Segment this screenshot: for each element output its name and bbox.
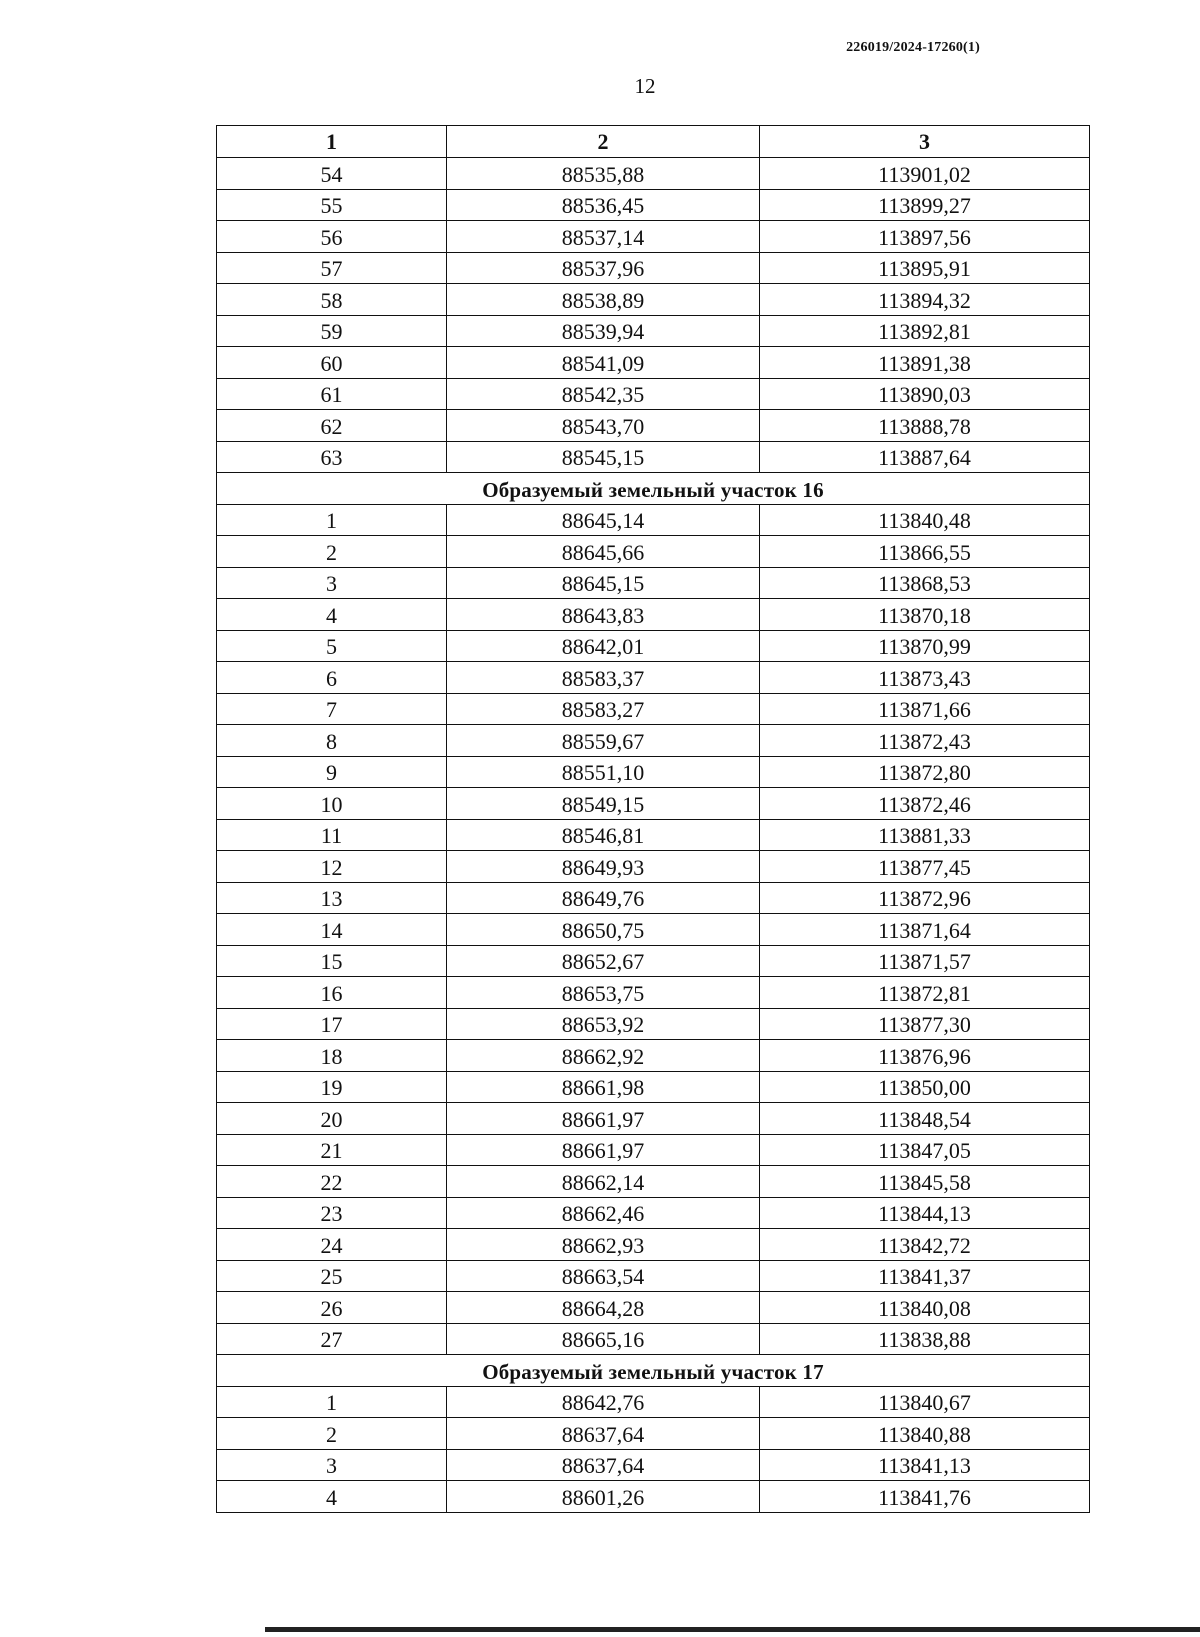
x-coordinate-cell: 88537,96 xyxy=(447,252,760,284)
table-row xyxy=(217,819,1090,851)
y-coordinate-cell: 113841,37 xyxy=(760,1260,1090,1292)
x-coordinate-cell: 88661,97 xyxy=(447,1103,760,1135)
point-number-cell: 5 xyxy=(217,630,447,662)
x-coordinate-cell: 88663,54 xyxy=(447,1260,760,1292)
coordinates-table xyxy=(216,125,1090,1513)
point-number-cell: 58 xyxy=(217,284,447,316)
y-coordinate-cell: 113894,32 xyxy=(760,284,1090,316)
y-coordinate-cell: 113842,72 xyxy=(760,1229,1090,1261)
y-coordinate-cell: 113844,13 xyxy=(760,1197,1090,1229)
table-row xyxy=(217,1229,1090,1261)
table-row xyxy=(217,252,1090,284)
table-row xyxy=(217,788,1090,820)
scan-edge-line xyxy=(265,1627,1200,1632)
y-coordinate-cell: 113876,96 xyxy=(760,1040,1090,1072)
y-coordinate-cell: 113888,78 xyxy=(760,410,1090,442)
table-row xyxy=(217,347,1090,379)
table-row xyxy=(217,410,1090,442)
section-row xyxy=(217,473,1090,505)
point-number-cell: 21 xyxy=(217,1134,447,1166)
header-cell-y: 3 xyxy=(760,126,1090,158)
header-cell-x: 2 xyxy=(447,126,760,158)
y-coordinate-cell: 113870,99 xyxy=(760,630,1090,662)
point-number-cell: 3 xyxy=(217,567,447,599)
x-coordinate-cell: 88649,76 xyxy=(447,882,760,914)
point-number-cell: 9 xyxy=(217,756,447,788)
table-row xyxy=(217,1292,1090,1324)
x-coordinate-cell: 88664,28 xyxy=(447,1292,760,1324)
y-coordinate-cell: 113881,33 xyxy=(760,819,1090,851)
point-number-cell: 10 xyxy=(217,788,447,820)
table-row xyxy=(217,284,1090,316)
table-row xyxy=(217,945,1090,977)
x-coordinate-cell: 88546,81 xyxy=(447,819,760,851)
table-row xyxy=(217,221,1090,253)
table-row xyxy=(217,1260,1090,1292)
x-coordinate-cell: 88543,70 xyxy=(447,410,760,442)
point-number-cell: 54 xyxy=(217,158,447,190)
y-coordinate-cell: 113841,76 xyxy=(760,1481,1090,1513)
x-coordinate-cell: 88661,98 xyxy=(447,1071,760,1103)
x-coordinate-cell: 88542,35 xyxy=(447,378,760,410)
point-number-cell: 56 xyxy=(217,221,447,253)
point-number-cell: 2 xyxy=(217,1418,447,1450)
y-coordinate-cell: 113871,64 xyxy=(760,914,1090,946)
point-number-cell: 27 xyxy=(217,1323,447,1355)
x-coordinate-cell: 88637,64 xyxy=(447,1449,760,1481)
y-coordinate-cell: 113840,08 xyxy=(760,1292,1090,1324)
point-number-cell: 1 xyxy=(217,1386,447,1418)
point-number-cell: 4 xyxy=(217,1481,447,1513)
y-coordinate-cell: 113872,46 xyxy=(760,788,1090,820)
point-number-cell: 1 xyxy=(217,504,447,536)
x-coordinate-cell: 88549,15 xyxy=(447,788,760,820)
table-row xyxy=(217,756,1090,788)
y-coordinate-cell: 113895,91 xyxy=(760,252,1090,284)
x-coordinate-cell: 88652,67 xyxy=(447,945,760,977)
point-number-cell: 15 xyxy=(217,945,447,977)
table-row xyxy=(217,315,1090,347)
table-header xyxy=(217,126,1090,158)
y-coordinate-cell: 113887,64 xyxy=(760,441,1090,473)
y-coordinate-cell: 113877,45 xyxy=(760,851,1090,883)
point-number-cell: 16 xyxy=(217,977,447,1009)
table-row xyxy=(217,914,1090,946)
section-row xyxy=(217,1355,1090,1387)
point-number-cell: 62 xyxy=(217,410,447,442)
point-number-cell: 6 xyxy=(217,662,447,694)
x-coordinate-cell: 88653,92 xyxy=(447,1008,760,1040)
section-title: Образуемый земельный участок 17 xyxy=(217,1355,1090,1387)
x-coordinate-cell: 88662,93 xyxy=(447,1229,760,1261)
x-coordinate-cell: 88545,15 xyxy=(447,441,760,473)
table-row xyxy=(217,1166,1090,1198)
table-row xyxy=(217,977,1090,1009)
table-row xyxy=(217,1134,1090,1166)
y-coordinate-cell: 113890,03 xyxy=(760,378,1090,410)
y-coordinate-cell: 113868,53 xyxy=(760,567,1090,599)
x-coordinate-cell: 88536,45 xyxy=(447,189,760,221)
point-number-cell: 22 xyxy=(217,1166,447,1198)
page-number: 12 xyxy=(634,74,656,98)
table-row xyxy=(217,1197,1090,1229)
table-row xyxy=(217,536,1090,568)
y-coordinate-cell: 113866,55 xyxy=(760,536,1090,568)
point-number-cell: 7 xyxy=(217,693,447,725)
y-coordinate-cell: 113850,00 xyxy=(760,1071,1090,1103)
table-row xyxy=(217,158,1090,190)
point-number-cell: 8 xyxy=(217,725,447,757)
y-coordinate-cell: 113838,88 xyxy=(760,1323,1090,1355)
y-coordinate-cell: 113840,48 xyxy=(760,504,1090,536)
table-row xyxy=(217,1008,1090,1040)
x-coordinate-cell: 88645,14 xyxy=(447,504,760,536)
table-row xyxy=(217,630,1090,662)
point-number-cell: 14 xyxy=(217,914,447,946)
table-row xyxy=(217,662,1090,694)
x-coordinate-cell: 88601,26 xyxy=(447,1481,760,1513)
x-coordinate-cell: 88643,83 xyxy=(447,599,760,631)
table-row xyxy=(217,1418,1090,1450)
table-row xyxy=(217,599,1090,631)
x-coordinate-cell: 88650,75 xyxy=(447,914,760,946)
point-number-cell: 3 xyxy=(217,1449,447,1481)
x-coordinate-cell: 88537,14 xyxy=(447,221,760,253)
x-coordinate-cell: 88645,15 xyxy=(447,567,760,599)
point-number-cell: 60 xyxy=(217,347,447,379)
y-coordinate-cell: 113870,18 xyxy=(760,599,1090,631)
table-row xyxy=(217,882,1090,914)
y-coordinate-cell: 113872,80 xyxy=(760,756,1090,788)
table-row xyxy=(217,1071,1090,1103)
y-coordinate-cell: 113872,43 xyxy=(760,725,1090,757)
table-row xyxy=(217,1103,1090,1135)
point-number-cell: 23 xyxy=(217,1197,447,1229)
point-number-cell: 55 xyxy=(217,189,447,221)
table-row xyxy=(217,1449,1090,1481)
y-coordinate-cell: 113848,54 xyxy=(760,1103,1090,1135)
table-row xyxy=(217,725,1090,757)
table-row xyxy=(217,1323,1090,1355)
x-coordinate-cell: 88559,67 xyxy=(447,725,760,757)
point-number-cell: 25 xyxy=(217,1260,447,1292)
y-coordinate-cell: 113840,67 xyxy=(760,1386,1090,1418)
y-coordinate-cell: 113877,30 xyxy=(760,1008,1090,1040)
table-row xyxy=(217,189,1090,221)
x-coordinate-cell: 88642,01 xyxy=(447,630,760,662)
section-title: Образуемый земельный участок 16 xyxy=(217,473,1090,505)
point-number-cell: 61 xyxy=(217,378,447,410)
x-coordinate-cell: 88583,27 xyxy=(447,693,760,725)
table-row xyxy=(217,1481,1090,1513)
point-number-cell: 26 xyxy=(217,1292,447,1324)
x-coordinate-cell: 88642,76 xyxy=(447,1386,760,1418)
y-coordinate-cell: 113872,96 xyxy=(760,882,1090,914)
point-number-cell: 13 xyxy=(217,882,447,914)
point-number-cell: 2 xyxy=(217,536,447,568)
y-coordinate-cell: 113872,81 xyxy=(760,977,1090,1009)
table-row xyxy=(217,851,1090,883)
y-coordinate-cell: 113891,38 xyxy=(760,347,1090,379)
table-row xyxy=(217,441,1090,473)
table-row xyxy=(217,504,1090,536)
x-coordinate-cell: 88662,46 xyxy=(447,1197,760,1229)
header-row xyxy=(217,126,1090,158)
x-coordinate-cell: 88653,75 xyxy=(447,977,760,1009)
x-coordinate-cell: 88551,10 xyxy=(447,756,760,788)
x-coordinate-cell: 88649,93 xyxy=(447,851,760,883)
y-coordinate-cell: 113871,66 xyxy=(760,693,1090,725)
x-coordinate-cell: 88645,66 xyxy=(447,536,760,568)
point-number-cell: 12 xyxy=(217,851,447,883)
x-coordinate-cell: 88538,89 xyxy=(447,284,760,316)
point-number-cell: 20 xyxy=(217,1103,447,1135)
x-coordinate-cell: 88637,64 xyxy=(447,1418,760,1450)
table-body xyxy=(217,158,1090,1513)
table-row xyxy=(217,567,1090,599)
point-number-cell: 19 xyxy=(217,1071,447,1103)
y-coordinate-cell: 113892,81 xyxy=(760,315,1090,347)
point-number-cell: 17 xyxy=(217,1008,447,1040)
y-coordinate-cell: 113897,56 xyxy=(760,221,1090,253)
point-number-cell: 11 xyxy=(217,819,447,851)
y-coordinate-cell: 113871,57 xyxy=(760,945,1090,977)
header-cell-point: 1 xyxy=(217,126,447,158)
table-row xyxy=(217,378,1090,410)
x-coordinate-cell: 88535,88 xyxy=(447,158,760,190)
y-coordinate-cell: 113845,58 xyxy=(760,1166,1090,1198)
x-coordinate-cell: 88583,37 xyxy=(447,662,760,694)
table-row xyxy=(217,1040,1090,1072)
x-coordinate-cell: 88662,92 xyxy=(447,1040,760,1072)
point-number-cell: 57 xyxy=(217,252,447,284)
x-coordinate-cell: 88662,14 xyxy=(447,1166,760,1198)
y-coordinate-cell: 113841,13 xyxy=(760,1449,1090,1481)
point-number-cell: 63 xyxy=(217,441,447,473)
table-row xyxy=(217,1386,1090,1418)
point-number-cell: 59 xyxy=(217,315,447,347)
table-row xyxy=(217,693,1090,725)
point-number-cell: 4 xyxy=(217,599,447,631)
y-coordinate-cell: 113899,27 xyxy=(760,189,1090,221)
x-coordinate-cell: 88665,16 xyxy=(447,1323,760,1355)
point-number-cell: 18 xyxy=(217,1040,447,1072)
x-coordinate-cell: 88541,09 xyxy=(447,347,760,379)
point-number-cell: 24 xyxy=(217,1229,447,1261)
y-coordinate-cell: 113901,02 xyxy=(760,158,1090,190)
y-coordinate-cell: 113847,05 xyxy=(760,1134,1090,1166)
document-id: 226019/2024-17260(1) xyxy=(846,40,980,55)
x-coordinate-cell: 88661,97 xyxy=(447,1134,760,1166)
y-coordinate-cell: 113840,88 xyxy=(760,1418,1090,1450)
x-coordinate-cell: 88539,94 xyxy=(447,315,760,347)
y-coordinate-cell: 113873,43 xyxy=(760,662,1090,694)
